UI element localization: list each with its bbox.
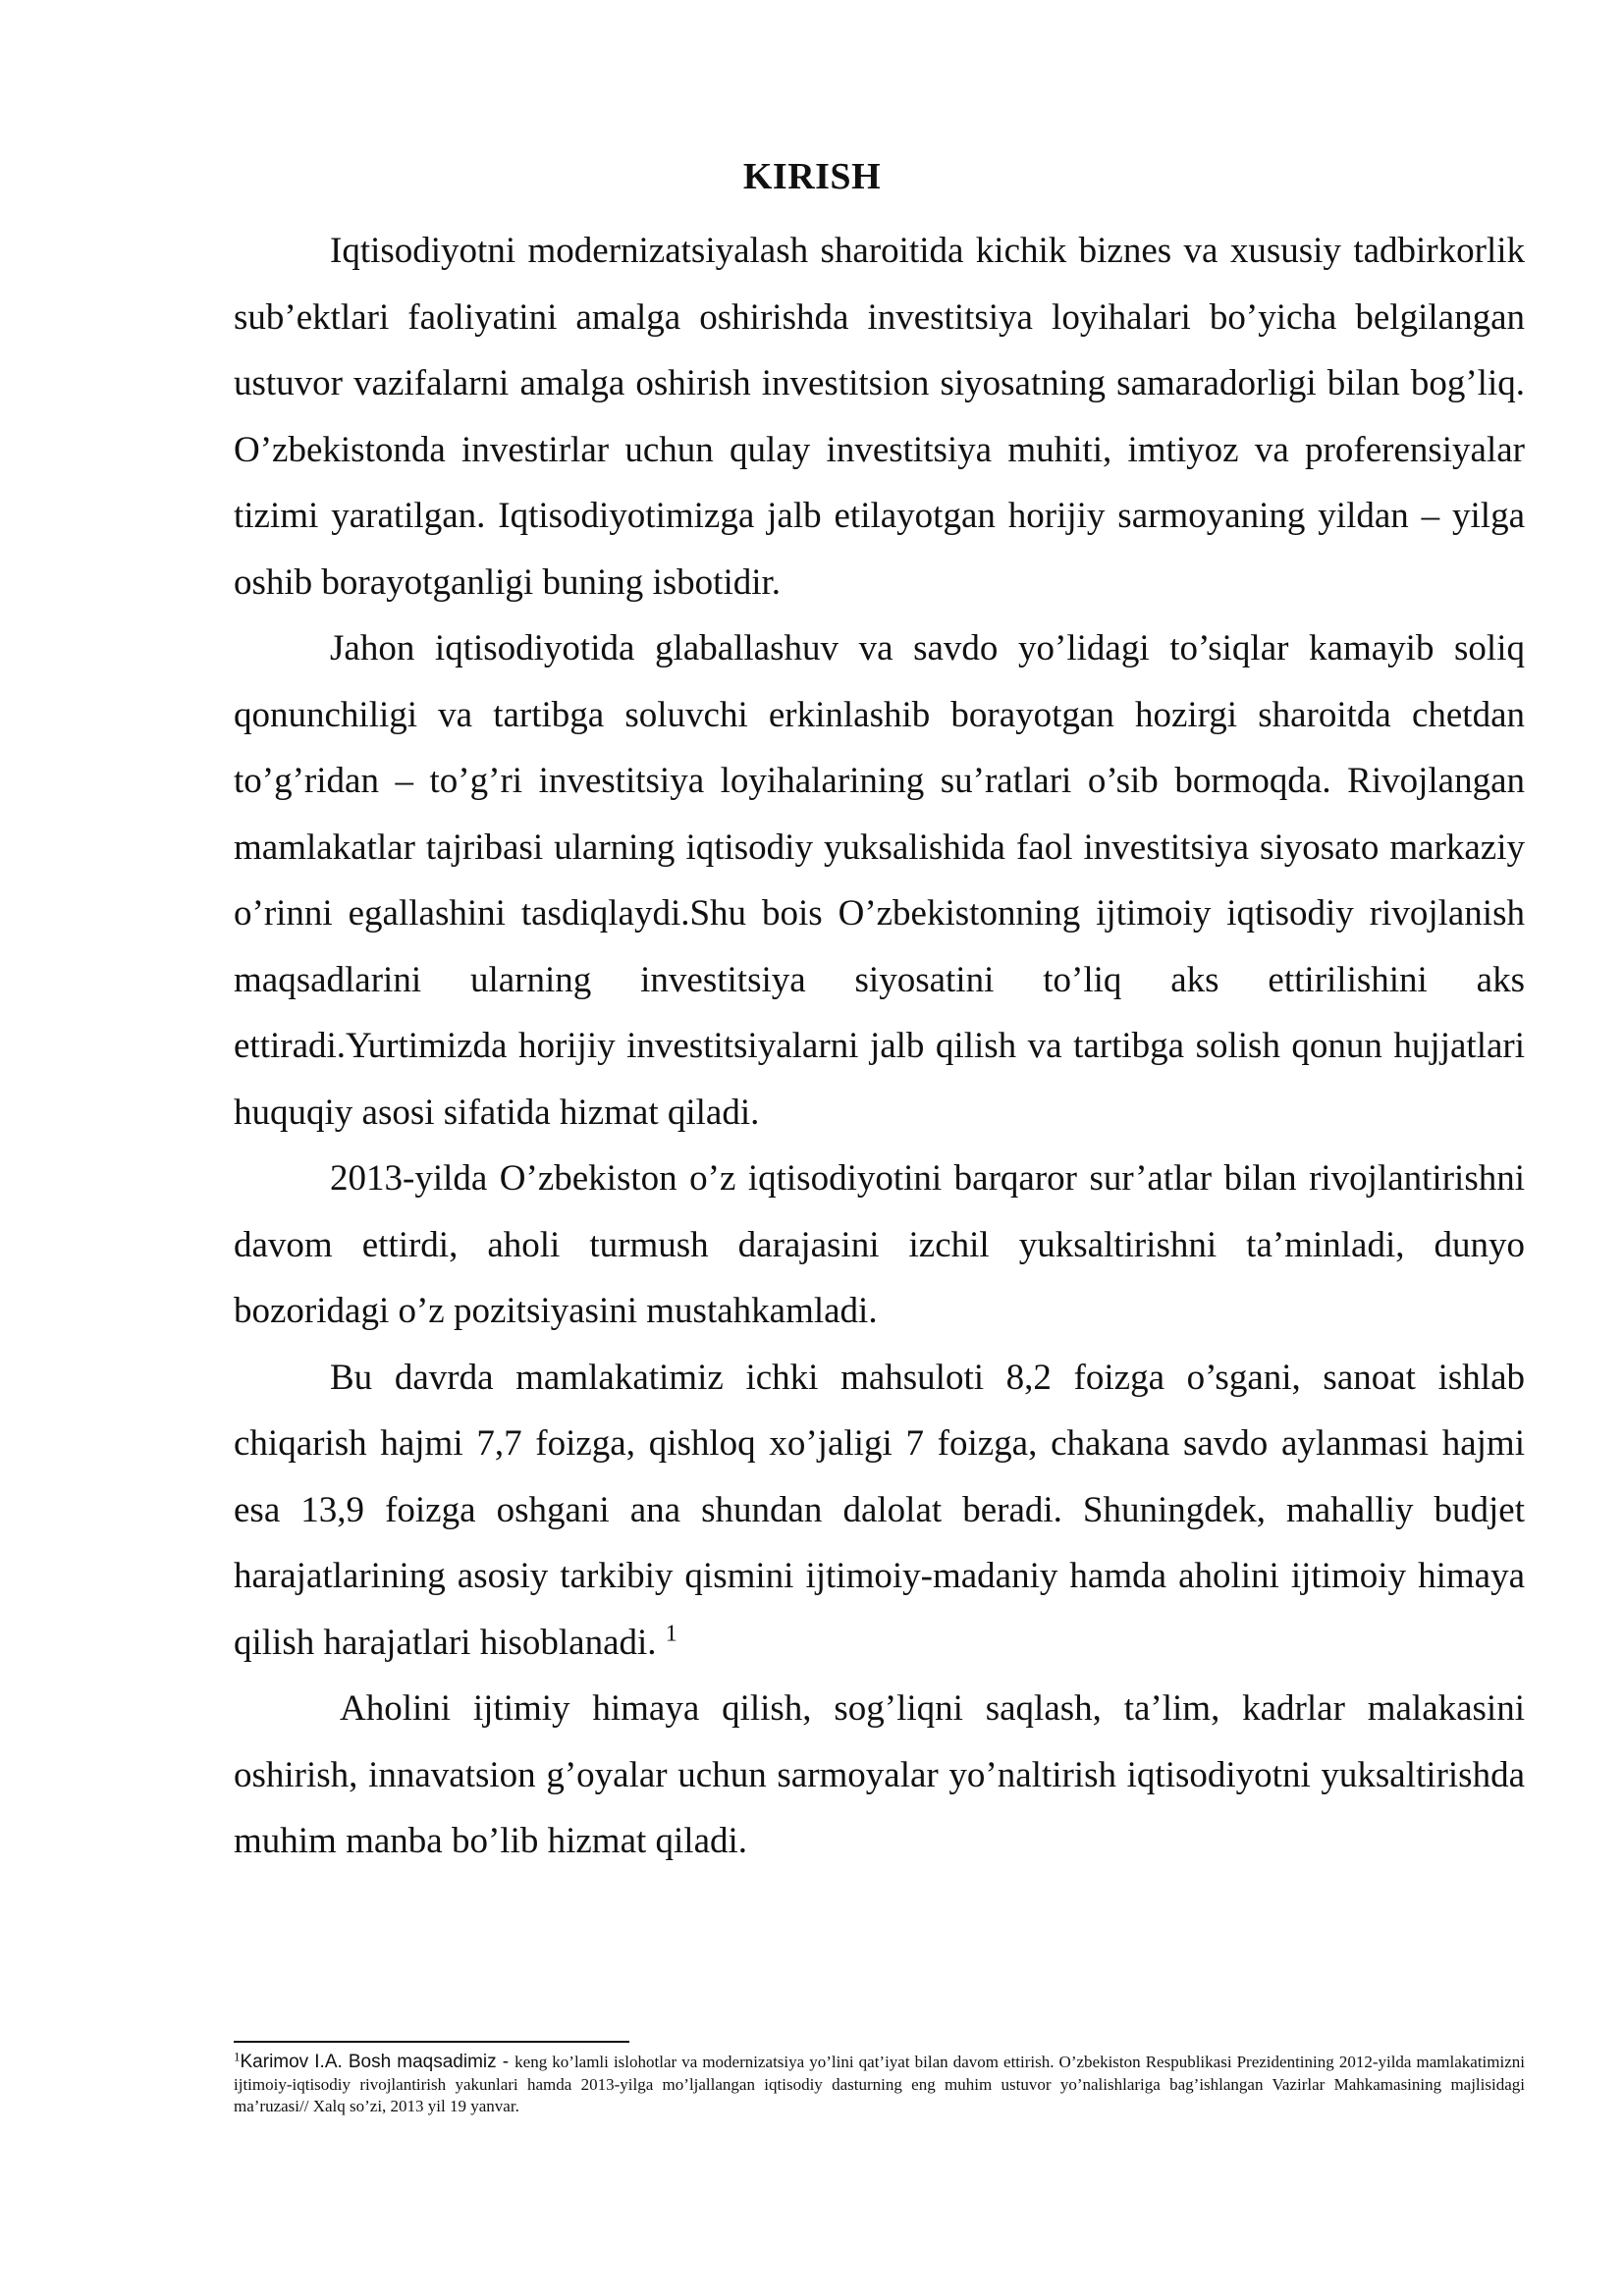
section-heading: KIRISH (742, 156, 882, 197)
paragraph-5: Aholini ijtimiy himaya qilish, sog’liqni saqlash, ta’lim, kadrlar malakasini oshirish, innavatsion g’oyalar uchun sarmoyalar yo’naltirish iqtisodiyotni yuksaltirishda muhim manba bo’lib hizmat qiladi. (234, 1688, 1525, 1861)
paragraph-4-text: Bu davrda mamlakatimiz ichki mahsuloti 8,2 foizga o’sgani, sanoat ishlab chiqarish hajmi 7,7 foizga, qishloq xo’jaligi 7 foizga, chakana savdo aylanmasi hajmi esa 13,9 foizga oshgani ana shundan dalolat beradi. Shuningdek, mahalliy budjet harajatlarining asosiy tarkibiy qismini ijtimoiy-madaniy hamda aholini ijtimoiy himaya qilish harajatlari hisoblanadi. (234, 1357, 1525, 1663)
footnote (234, 2049, 1525, 2118)
footnote-author: Karimov I.A. Bosh maqsadimiz - (240, 2052, 515, 2072)
footnote-divider (234, 2041, 629, 2043)
paragraph-2: Jahon iqtisodiyotida glaballashuv va savdo yo’lidagi to’siqlar kamayib soliq qonunchiligi va tartibga soluvchi erkinlashib borayotgan hozirgi sharoitda chetdan to’g’ridan – to’g’ri investitsiya loyihalarining su’ratlari o’sib bormoqda. Rivojlangan mamlakatlar tajribasi ularning iqtisodiy yuksalishida faol investitsiya siyosato markaziy o’rinni egallashini tasdiqlaydi.Shu bois O’zbekistonning ijtimoiy iqtisodiy rivojlanish maqsadlarini ularning investitsiya siyosatini to’liq aks ettirilishini aks ettiradi.Yurtimizda horijiy investitsiyalarni jalb qilish va tartibga solish qonun hujjatlari huquqiy asosi sifatida hizmat qiladi. (234, 628, 1525, 1133)
paragraph-1: Iqtisodiyotni modernizatsiyalash sharoitida kichik biznes va xususiy tadbirkorlik sub’ektlari faoliyatini amalga oshirishda investitsiya loyihalari bo’yicha belgilangan ustuvor vazifalarni amalga oshirish investitsion siyosatning samaradorligi bilan bog’liq. O’zbekistonda investirlar uchun qulay investitsiya muhiti, imtiyoz va proferensiyalar tizimi yaratilgan. Iqtisodiyotimizga jalb etilayotgan horijiy sarmoyaning yildan – yilga oshib borayotganligi buning isbotidir. (234, 231, 1525, 603)
footnote-number: 1 (234, 2049, 241, 2064)
footnote-text: keng ko’lamli islohotlar va modernizatsiya yo’lini qat’iyat bilan davom ettirish. O’zbekiston Respublikasi Prezidentining 2012-yilda mamlakatimizni ijtimoiy-iqtisodiy rivojlantirish yakunlari hamda 2013-yilga mo’ljallangan iqtisodiy dasturning eng muhim ustuvor yo’nalishlariga bag’ishlangan Vazirlar Mahkamasining majlisidagi ma’ruzasi// Xalq so’zi, 2013 yil 19 yanvar. (234, 2053, 1525, 2115)
body-text (234, 218, 1525, 1875)
footnote-reference[interactable]: 1 (665, 1621, 677, 1647)
paragraph-3: 2013-yilda O’zbekiston o’z iqtisodiyotini barqaror sur’atlar bilan rivojlantirishni davom ettirdi, aholi turmush darajasini izchil yuksaltirishni ta’minladi, dunyo bozoridagi o’z pozitsiyasini mustahkamladi. (234, 1158, 1525, 1331)
paragraph-4 (234, 1345, 1525, 1677)
